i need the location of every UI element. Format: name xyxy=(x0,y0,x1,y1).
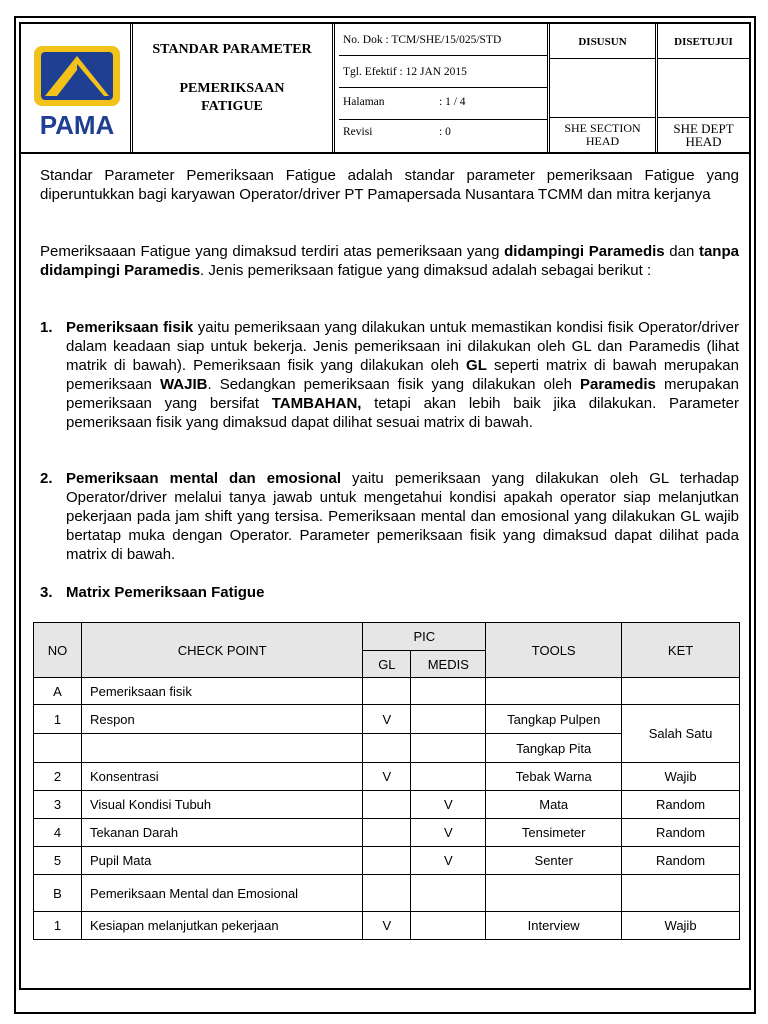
table-row: 4 Tekanan Darah V Tensimeter Random xyxy=(34,819,740,847)
effective-date: Tgl. Efektif : 12 JAN 2015 xyxy=(343,66,467,78)
table-row: Tangkap Pita xyxy=(34,734,740,763)
item-title: Pemeriksaan fisik xyxy=(66,319,194,336)
table-row: 1 Kesiapan melanjutkan pekerjaan V Interview Wajib xyxy=(34,912,740,940)
table-row: 5 Pupil Mata V Senter Random xyxy=(34,847,740,875)
prepared-signature-area xyxy=(550,58,655,118)
revision-value: : 0 xyxy=(439,126,451,138)
item-title: Matrix Pemeriksaan Fatigue xyxy=(66,584,265,601)
item-physical-exam: 1. Pemeriksaan fisik yaitu pemeriksaan yang dilakukan untuk memastikan kondisi fisik Operator/driver dalam keadaan siap untuk bekerja. Jenis pemeriksaan ini dilakukan oleh GL dan Paramedis (lihat matrik di bawah). Pemeriksaan fisik yang dilakukan oleh GL seperti matrix di bawah merupakan pemeriksaan WAJIB. Sedangkan pemeriksaan fisik yang dilakukan oleh Paramedis merupakan pemeriksaan yang bersifat TAMBAHAN, tetapi akan lebih baik jika dilakukan. Parameter pemeriksaan fisik yang dimaksud dapat dilihat sesuai matrix di bawah. xyxy=(40,319,740,431)
header-divider xyxy=(332,24,335,152)
document-title xyxy=(133,24,331,152)
pama-logo-icon xyxy=(31,44,126,139)
item-title: Pemeriksaan mental dan emosional xyxy=(66,470,341,487)
intro-paragraph: Standar Parameter Pemeriksaan Fatigue adalah standar parameter pemeriksaan Fatigue yang diperuntukkan bagi karyawan Operator/driver PT Pamapersada Nusantara TCMM dan mitra kerjanya xyxy=(40,167,739,203)
approved-by-role: SHE DEPT xyxy=(673,121,734,136)
item-mental-exam: 2. Pemeriksaan mental dan emosional yaitu pemeriksaan yang dilakukan oleh GL terhadap Operator/driver melalui tanya jawab untuk mengetahui kondisi apakah operator siap melanjutkan pekerjaan pada jam shift yang tersisa. Pemeriksaan mental dan emosional yang dilakukan GL wajib bertatap muka dengan Operator. Parameter pemeriksaan fisik yang dimaksud dapat dilihat pada matrix di bawah. xyxy=(40,470,739,563)
col-header-gl: GL xyxy=(363,651,411,678)
item-matrix-heading: 3. Matrix Pemeriksaan Fatigue xyxy=(40,584,265,601)
page-label: Halaman xyxy=(343,96,385,108)
col-header-tools: TOOLS xyxy=(486,623,622,678)
approved-by-role-2: HEAD xyxy=(685,134,722,149)
page-value: : 1 / 4 xyxy=(439,96,466,108)
col-header-check-point: CHECK POINT xyxy=(81,623,362,678)
document-header xyxy=(21,24,749,154)
approved-signature-area xyxy=(658,58,749,118)
title-line-2: PEMERIKSAAN xyxy=(179,81,285,96)
section-row: B Pemeriksaan Mental dan Emosional xyxy=(34,875,740,912)
col-header-no: NO xyxy=(34,623,82,678)
prepared-by-role-2: HEAD xyxy=(585,134,620,148)
prepared-by-role: SHE SECTION xyxy=(564,121,641,135)
fatigue-matrix-table xyxy=(33,622,740,940)
pama-logo xyxy=(31,44,126,139)
col-header-pic: PIC xyxy=(363,623,486,651)
section-row: A Pemeriksaan fisik xyxy=(34,678,740,705)
logo-text: PAMA xyxy=(39,110,115,139)
col-header-medis: MEDIS xyxy=(411,651,486,678)
title-line-1: STANDAR PARAMETER xyxy=(152,42,312,57)
table-row: 3 Visual Kondisi Tubuh V Mata Random xyxy=(34,791,740,819)
prepared-label: DISUSUN xyxy=(578,36,627,48)
prepared-by-box xyxy=(550,24,655,152)
document-info xyxy=(339,24,547,152)
table-row: 2 Konsentrasi V Tebak Warna Wajib xyxy=(34,763,740,791)
title-line-3: FATIGUE xyxy=(201,99,263,114)
col-header-ket: KET xyxy=(622,623,740,678)
approved-label: DISETUJUI xyxy=(674,36,733,48)
revision-label: Revisi xyxy=(343,126,373,138)
approved-by-box xyxy=(658,24,749,152)
doc-number: No. Dok : TCM/SHE/15/025/STD xyxy=(343,34,502,46)
table-row: 1 Respon V Tangkap Pulpen Salah Satu xyxy=(34,705,740,734)
fatigue-types-paragraph: Pemeriksaaan Fatigue yang dimaksud terdiri atas pemeriksaan yang didampingi Paramedis dan tanpa didampingi Paramedis. Jenis pemeriksaan fatigue yang dimaksud adalah sebagai berikut : xyxy=(40,243,739,279)
